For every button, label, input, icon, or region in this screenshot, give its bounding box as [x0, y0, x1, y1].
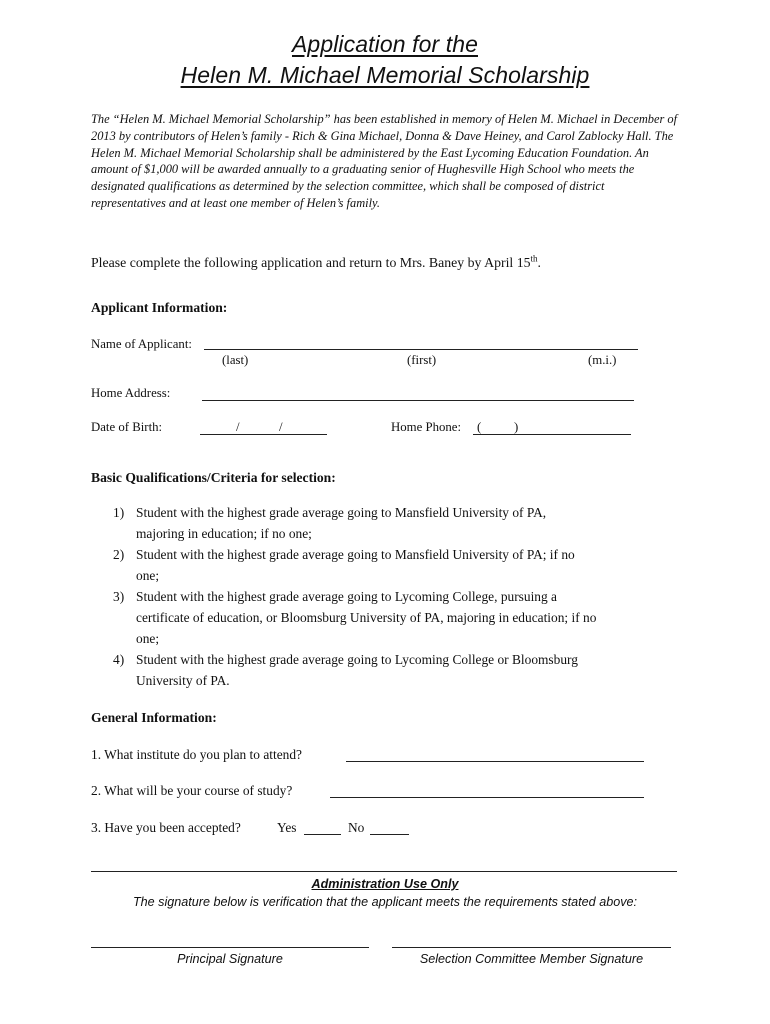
- committee-signature-line[interactable]: [392, 947, 671, 948]
- name-label: Name of Applicant:: [91, 337, 192, 351]
- dob-separator-1: /: [236, 420, 240, 434]
- question-1: 1. What institute do you plan to attend?: [91, 747, 302, 762]
- criteria-line: majoring in education; if no one;: [136, 526, 312, 541]
- instruction-line: [91, 255, 541, 271]
- criteria-item-2: [91, 544, 691, 586]
- intro-paragraph: The “Helen M. Michael Memorial Scholarship” has been established in memory of Helen M. Michael in December of 2013 by contributors of Helen’s family - Rich & Gina Michael, Donna & Dave Heiney, and Carol Zablocky Hall. The Helen M. Michael Memorial Scholarship shall be administered by the East Lycoming Education Foundation. An amount of $1,000 will be awarded annually to a graduating senior of Hughesville High School who meets the designated qualifications as determined by the selection committee, which shall be composed of district representatives and at least one member of Helen’s family.: [91, 112, 678, 210]
- criteria-item-4: [91, 649, 691, 691]
- dob-separator-2: /: [279, 420, 283, 434]
- title-line-2: Helen M. Michael Memorial Scholarship: [180, 62, 590, 88]
- criteria-item-1: [91, 502, 691, 544]
- phone-label: Home Phone:: [391, 420, 462, 434]
- criteria-line: University of PA.: [136, 673, 230, 688]
- criteria-number: 4): [113, 652, 125, 667]
- criteria-line: Student with the highest grade average going to Lycoming College, pursuing a: [136, 589, 557, 604]
- criteria-line: Student with the highest grade average going to Mansfield University of PA; if no: [136, 547, 575, 562]
- applicant-heading: Applicant Information:: [91, 300, 228, 315]
- dob-label: Date of Birth:: [91, 420, 163, 434]
- criteria-line: one;: [136, 568, 160, 583]
- name-mi-hint: (m.i.): [588, 353, 617, 367]
- criteria-line: certificate of education, or Bloomsburg University of PA, majoring in education; if no: [136, 610, 597, 625]
- phone-close-paren: ): [514, 420, 519, 434]
- admin-note: The signature below is verification that the applicant meets the requirements stated above:: [132, 895, 638, 909]
- instruction-end: .: [537, 255, 541, 270]
- no-label: No: [348, 820, 365, 835]
- dob-field[interactable]: [200, 420, 327, 435]
- instruction-text: Please complete the following application and return to Mrs. Baney by April 15: [91, 255, 531, 270]
- address-field[interactable]: [202, 388, 634, 401]
- general-heading: General Information:: [91, 710, 217, 725]
- title-line-1: Application for the: [291, 31, 478, 57]
- section-divider: [91, 871, 677, 872]
- instruction-superscript: th: [530, 253, 538, 264]
- committee-signature-label: Selection Committee Member Signature: [419, 952, 644, 966]
- criteria-list: [91, 502, 691, 691]
- yes-label: Yes: [277, 820, 297, 835]
- course-field[interactable]: [330, 785, 644, 798]
- criteria-heading: Basic Qualifications/Criteria for selection:: [91, 470, 336, 485]
- name-field[interactable]: [204, 337, 638, 350]
- criteria-item-3: [91, 586, 691, 649]
- address-label: Home Address:: [91, 386, 171, 400]
- criteria-number: 2): [113, 547, 125, 562]
- criteria-number: 1): [113, 505, 125, 520]
- phone-field[interactable]: [473, 420, 631, 435]
- no-field[interactable]: [370, 822, 409, 835]
- institute-field[interactable]: [346, 749, 644, 762]
- question-3: 3. Have you been accepted?: [91, 820, 241, 835]
- principal-signature-line[interactable]: [91, 947, 369, 948]
- criteria-line: one;: [136, 631, 160, 646]
- criteria-line: Student with the highest grade average going to Mansfield University of PA,: [136, 505, 547, 520]
- principal-signature-label: Principal Signature: [177, 952, 283, 966]
- criteria-number: 3): [113, 589, 125, 604]
- question-2: 2. What will be your course of study?: [91, 783, 293, 798]
- yes-field[interactable]: [304, 822, 341, 835]
- name-first-hint: (first): [407, 353, 437, 367]
- phone-open-paren: (: [477, 420, 482, 434]
- criteria-line: Student with the highest grade average going to Lycoming College or Bloomsburg: [136, 652, 578, 667]
- name-last-hint: (last): [222, 353, 249, 367]
- admin-heading: Administration Use Only: [311, 877, 459, 891]
